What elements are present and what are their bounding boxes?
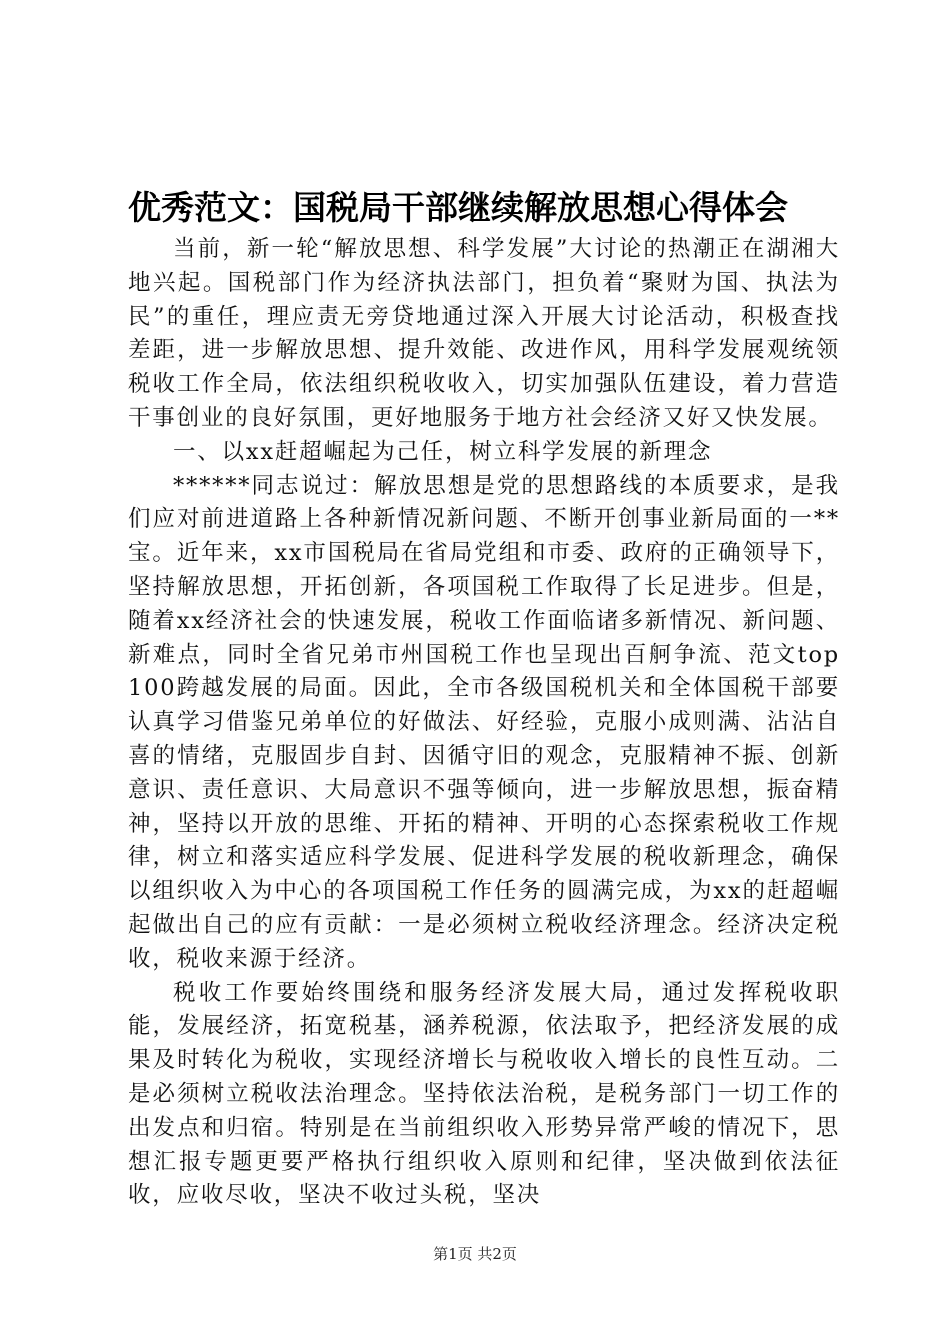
page-footer: 第1页 共2页 <box>433 1245 517 1263</box>
document-body <box>128 233 840 1213</box>
paragraph-intro: 当前，新一轮“解放思想、科学发展”大讨论的热潮正在湖湘大地兴起。国税部门作为经济执法部门，担负着“聚财为国、执法为民”的重任，理应责无旁贷地通过深入开展大讨论活动，积极查找差距，进一步解放思想、提升效能、改进作风，用科学发展观统领税收工作全局，依法组织税收收入，切实加强队伍建设，着力营造干事创业的良好氛围，更好地服务于地方社会经济又好又快发展。 <box>128 236 840 431</box>
document-title: 优秀范文：国税局干部继续解放思想心得体会 <box>128 188 788 227</box>
section-heading-1: 一、以xx赶超崛起为己任，树立科学发展的新理念 <box>173 438 713 465</box>
paragraph-tax-work: 税收工作要始终围绕和服务经济发展大局，通过发挥税收职能，发展经济，拓宽税基，涵养税源，依法取予，把经济发展的成果及时转化为税收，实现经济增长与税收收入增长的良性互动。二是必须树立税收法治理念。坚持依法治税，是税务部门一切工作的出发点和归宿。特别是在当前组织收入形势异常严峻的情况下，思想汇报专题更要严格执行组织收入原则和纪律，坚决做到依法征收，应收尽收，坚决不收过头税，坚决 <box>128 979 840 1209</box>
paragraph-section-1: ******同志说过：解放思想是党的思想路线的本质要求，是我们应对前进道路上各种新情况新问题、不断开创事业新局面的一**宝。近年来，xx市国税局在省局党组和市委、政府的正确领导下，坚持解放思想，开拓创新，各项国税工作取得了长足进步。但是，随着xx经济社会的快速发展，税收工作面临诸多新情况、新问题、新难点，同时全省兄弟市州国税工作也呈现出百舸争流、范文top100跨越发展的局面。因此，全市各级国税机关和全体国税干部要认真学习借鉴兄弟单位的好做法、好经验，克服小成则满、沾沾自喜的情绪，克服固步自封、因循守旧的观念，克服精神不振、创新意识、责任意识、大局意识不强等倾向，进一步解放思想，振奋精神，坚持以开放的思维、开拓的精神、开明的心态探索税收工作规律，树立和落实适应科学发展、促进科学发展的税收新理念，确保以组织收入为中心的各项国税工作任务的圆满完成，为xx的赶超崛起做出自己的应有贡献：一是必须树立税收经济理念。经济决定税收，税收来源于经济。 <box>128 472 840 972</box>
